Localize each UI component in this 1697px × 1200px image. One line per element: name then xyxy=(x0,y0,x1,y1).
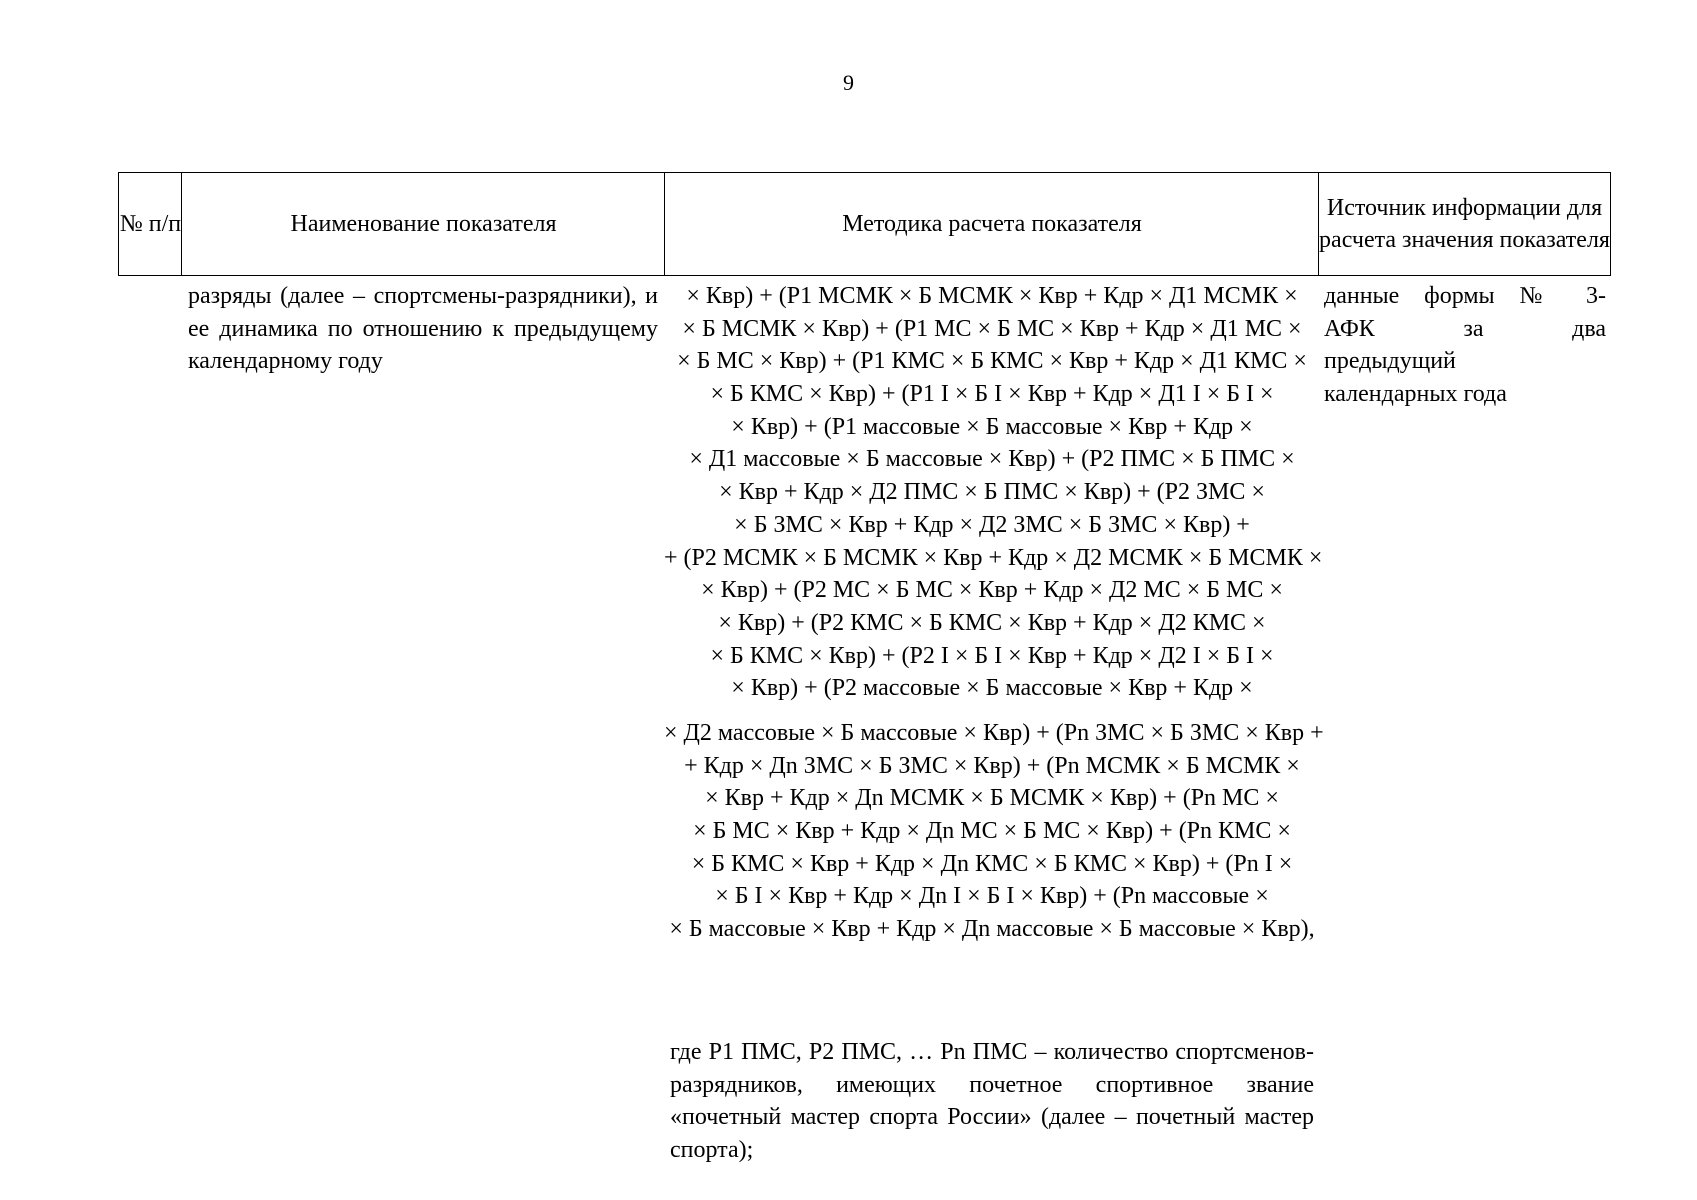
source-line: АФК за два xyxy=(1324,315,1606,342)
formula-line: × Б ЗМС × Квр + Кдр × Д2 ЗМС × Б ЗМС × Квр) + xyxy=(734,511,1250,538)
formula-line: × Б КМС × Квр) + (P1 I × Б I × Квр + Кдр × Д1 I × Б I × xyxy=(710,381,1274,408)
formula-line: × Квр) + (P2 КМС × Б КМС × Квр + Кдр × Д2 КМС × xyxy=(718,609,1266,636)
formula-line: × Б I × Квр + Кдр × Дn I × Б I × Квр) + (Pn массовые × xyxy=(715,883,1269,910)
formula-line: × Квр + Кдр × Дn МСМК × Б МСМК × Квр) + (Pn МС × xyxy=(705,785,1279,812)
formula-line: × Б МС × Квр) + (P1 КМС × Б КМС × Квр + Кдр × Д1 КМС × xyxy=(677,348,1307,375)
source-cell xyxy=(1324,280,1606,411)
formula-line: × Д2 массовые × Б массовые × Квр) + (Pn ЗМС × Б ЗМС × Квр + xyxy=(664,719,1324,746)
formula-line: × Б КМС × Квр) + (P2 I × Б I × Квр + Кдр × Д2 I × Б I × xyxy=(710,642,1274,669)
formula-line: × Квр + Кдр × Д2 ПМС × Б ПМС × Квр) + (P2 ЗМС × xyxy=(719,479,1265,506)
formula-line: × Б массовые × Квр + Кдр × Дn массовые × Б массовые × Квр), xyxy=(669,916,1315,943)
formula-line: × Квр) + (P2 МС × Б МС × Квр + Кдр × Д2 МС × Б МС × xyxy=(701,577,1283,604)
indicator-table xyxy=(118,172,1611,1164)
table-header-row xyxy=(118,172,1611,276)
formula-line: × Б КМС × Квр + Кдр × Дn КМС × Б КМС × Квр) + (Pn I × xyxy=(691,850,1293,877)
header-method: Методика расчета показателя xyxy=(842,211,1142,237)
source-line: данные формы № 3- xyxy=(1324,283,1606,309)
source-line: календарных года xyxy=(1324,381,1507,408)
source-line: предыдущий xyxy=(1324,348,1456,375)
header-num: № п/п xyxy=(119,211,182,237)
formula-cell xyxy=(664,280,1324,946)
formula-line: × Б МС × Квр + Кдр × Дn МС × Б МС × Квр) + (Pn КМС × xyxy=(693,818,1291,844)
formula-line: × Д1 массовые × Б массовые × Квр) + (P2 ПМС × Б ПМС × xyxy=(689,446,1295,473)
formula-line: × Квр) + (P1 МСМК × Б МСМК × Квр + Кдр × Д1 МСМК × xyxy=(686,283,1298,309)
formula-line: + (P2 МСМК × Б МСМК × Квр + Кдр × Д2 МСМК × Б МСМК × xyxy=(664,544,1323,571)
formula-line: × Квр) + (P1 массовые × Б массовые × Квр + Кдр × xyxy=(731,413,1253,440)
formula-line: × Квр) + (P2 массовые × Б массовые × Квр + Кдр × xyxy=(731,675,1253,702)
formula-line: + Кдр × Дn ЗМС × Б ЗМС × Квр) + (Pn МСМК × Б МСМК × xyxy=(684,752,1300,779)
page-number: 9 xyxy=(843,70,854,95)
header-name: Наименование показателя xyxy=(290,211,557,237)
indicator-name-cell: разряды (далее – спортсмены-разрядники), и ее динамика по отношению к предыдущему календарному году xyxy=(188,283,658,375)
formula-line: × Б МСМК × Квр) + (P1 МС × Б МС × Квр + Кдр × Д1 МС × xyxy=(682,315,1302,342)
formula-explanation: где P1 ПМС, P2 ПМС, … Pn ПМС – количество спортсменов-разрядников, имеющих почетное спортивное звание «почетный мастер спорта России» (далее – почетный мастер спорта); xyxy=(670,1039,1314,1164)
header-source: Источник информации для расчета значения показателя xyxy=(1319,195,1610,253)
